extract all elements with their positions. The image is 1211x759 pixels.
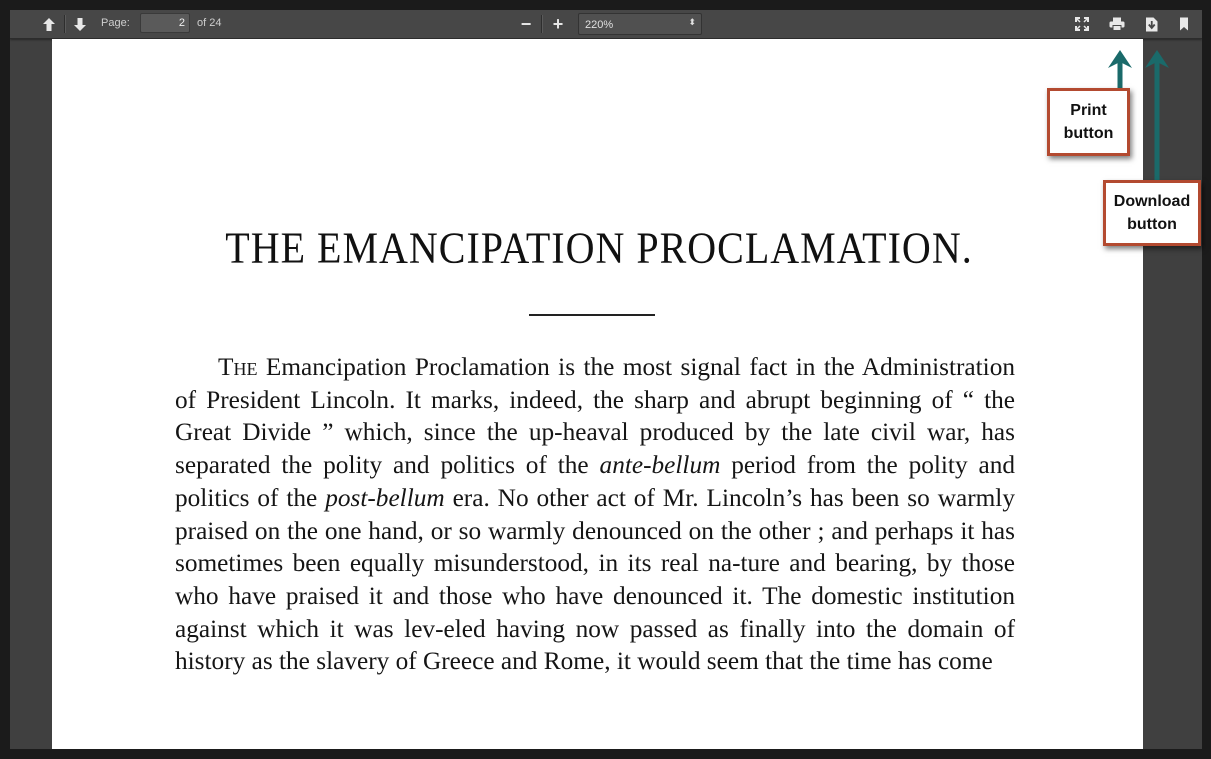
document-body	[175, 351, 1015, 678]
title-divider	[529, 314, 655, 316]
zoom-in-button[interactable]: +	[552, 13, 564, 34]
next-page-button[interactable]	[68, 13, 92, 35]
print-annotation: Print button	[1047, 88, 1130, 156]
text-run: era. No other act of Mr. Lincoln’s has been so warmly praised on the one hand, or so warmly denounced on the other ; and perhaps it has sometimes been equally misunderstood, in its real na-ture and bearing, by those who have praised it and those who have denounced it. The domestic institution against which it was lev-eled having now passed as finally into the domain of history as the slavery of Greece and Rome, it would seem that the time has come	[175, 483, 1015, 676]
print-button[interactable]	[1105, 13, 1129, 35]
bookmark-icon	[1179, 17, 1189, 31]
arrow-down-icon	[73, 17, 87, 32]
page-label: Page:	[101, 17, 130, 29]
italic-text: ante-bellum	[599, 451, 721, 480]
text-run: Emancipation Proclamation is the most signal fact in the Administration of President Lincoln. It marks, indeed, the sharp and abrupt beginning of “ the Great Divide ” which, since the up-heaval produced by the late civil war, has separated the polity and politics of the	[175, 353, 1015, 480]
previous-page-button[interactable]	[37, 13, 61, 35]
toolbar-separator	[64, 15, 65, 33]
printer-icon	[1109, 17, 1125, 31]
document-title: THE EMANCIPATION PROCLAMATION.	[225, 222, 973, 273]
pdf-viewer	[10, 10, 1202, 749]
arrow-up-icon	[42, 17, 56, 32]
zoom-out-button[interactable]: −	[520, 13, 532, 34]
download-button[interactable]	[1139, 13, 1163, 35]
viewer-toolbar	[10, 10, 1202, 39]
document-page	[52, 39, 1143, 749]
fullscreen-button[interactable]	[1070, 13, 1094, 35]
page-count: of 24	[197, 17, 222, 29]
page-number-input[interactable]	[140, 13, 190, 33]
chevron-updown-icon: ⬍	[688, 17, 696, 27]
zoom-value: 220%	[585, 19, 614, 31]
toolbar-separator	[541, 15, 542, 33]
download-annotation: Download button	[1103, 180, 1201, 246]
body-paragraph	[175, 351, 1015, 678]
text-run: period from the polity and politics of the	[175, 451, 1015, 512]
fullscreen-icon	[1075, 17, 1089, 31]
zoom-select[interactable]	[578, 13, 702, 35]
lead-word: The	[218, 353, 258, 381]
download-icon	[1145, 17, 1158, 32]
bookmark-button[interactable]	[1172, 13, 1196, 35]
italic-text: post-bellum	[325, 483, 445, 512]
